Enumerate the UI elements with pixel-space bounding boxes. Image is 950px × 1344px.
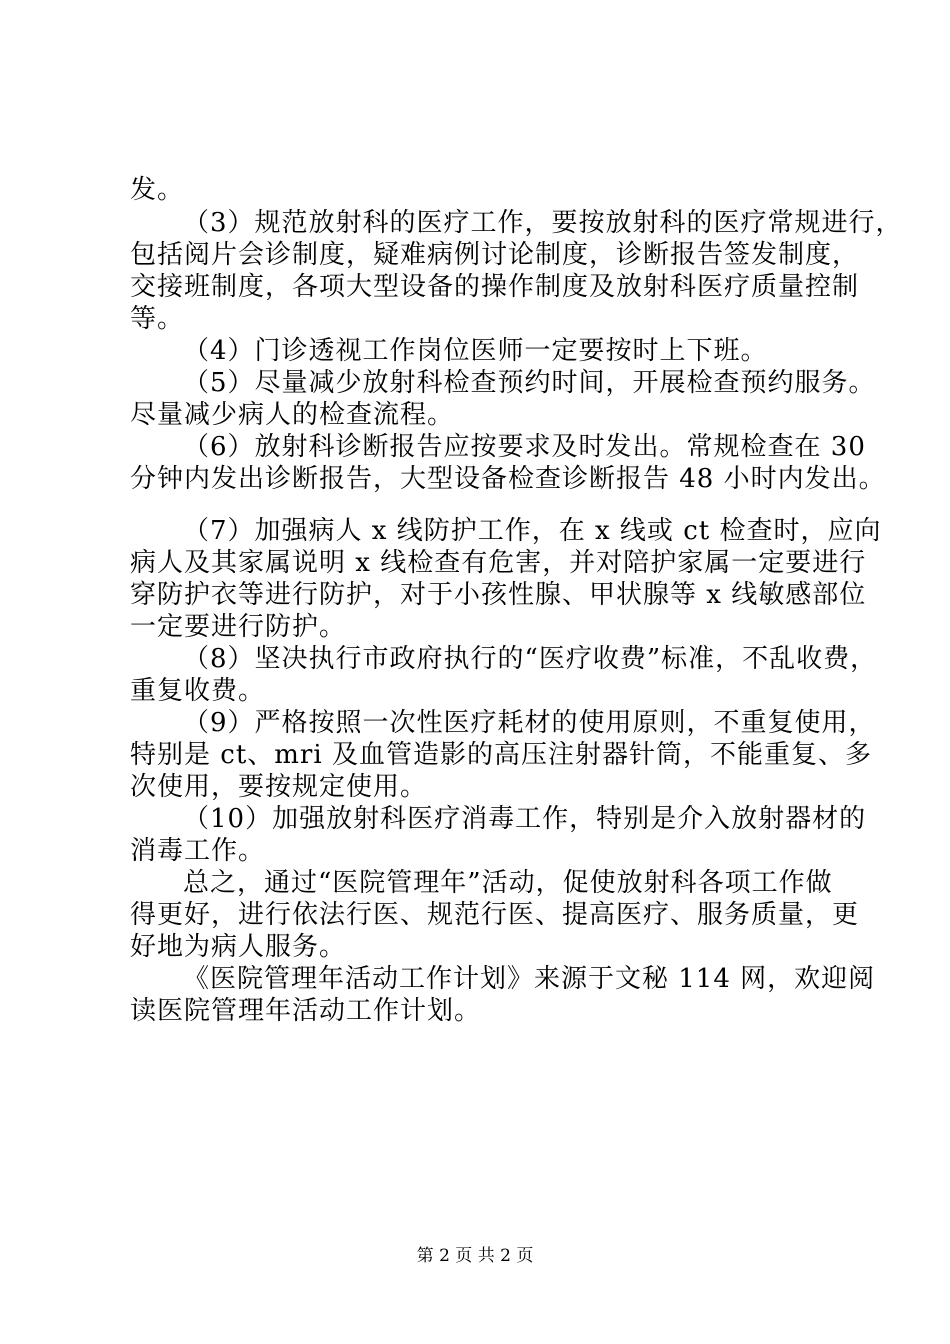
text-line: 重复收费。 [130, 676, 266, 706]
page-footer: 第 2 页 共 2 页 [416, 1246, 534, 1266]
text-line: 总之，通过“医院管理年”活动，促使放射科各项工作做 [183, 868, 833, 898]
text-line: （6）放射科诊断报告应按要求及时发出。常规检查在 30 [183, 432, 866, 462]
text-line: 消毒工作。 [130, 836, 266, 866]
text-line: 读医院管理年活动工作计划。 [130, 996, 482, 1026]
text-line: 《医院管理年活动工作计划》来源于文秘 114 网，欢迎阅 [183, 964, 876, 994]
text-line: 发。 [130, 175, 185, 205]
text-line: （5）尽量减少放射科检查预约时间，开展检查预约服务。 [183, 368, 876, 398]
text-line: 特别是 ct、mri 及血管造影的高压注射器针筒，不能重复、多 [130, 740, 872, 770]
text-line: 尽量减少病人的检查流程。 [130, 400, 455, 430]
text-line: 一定要进行防护。 [130, 612, 347, 642]
text-line: （7）加强病人 x 线防护工作，在 x 线或 ct 检查时，应向 [183, 516, 882, 546]
text-line: （4）门诊透视工作岗位医师一定要按时上下班。 [183, 336, 768, 366]
text-line: 包括阅片会诊制度，疑难病例讨论制度，诊断报告签发制度， [130, 240, 860, 270]
text-line: 得更好，进行依法行医、规范行医、提高医疗、服务质量，更 [130, 900, 860, 930]
text-line: （10）加强放射科医疗消毒工作，特别是介入放射器材的 [183, 804, 867, 834]
text-line: （3）规范放射科的医疗工作，要按放射科的医疗常规进行， [183, 208, 903, 238]
text-line: （8）坚决执行市政府执行的“医疗收费”标准，不乱收费， [183, 644, 878, 674]
text-line: 次使用，要按规定使用。 [130, 772, 428, 802]
text-line: 好地为病人服务。 [130, 932, 347, 962]
text-line: 病人及其家属说明 x 线检查有危害，并对陪护家属一定要进行 [130, 548, 867, 578]
text-line: 交接班制度，各项大型设备的操作制度及放射科医疗质量控制 [130, 272, 860, 302]
text-line: 分钟内发出诊断报告，大型设备检查诊断报告 48 小时内发出。 [130, 464, 886, 494]
text-line: 等。 [130, 304, 185, 334]
text-line: （9）严格按照一次性医疗耗材的使用原则，不重复使用， [183, 708, 876, 738]
text-line: 穿防护衣等进行防护，对于小孩性腺、甲状腺等 x 线敏感部位 [130, 580, 867, 610]
